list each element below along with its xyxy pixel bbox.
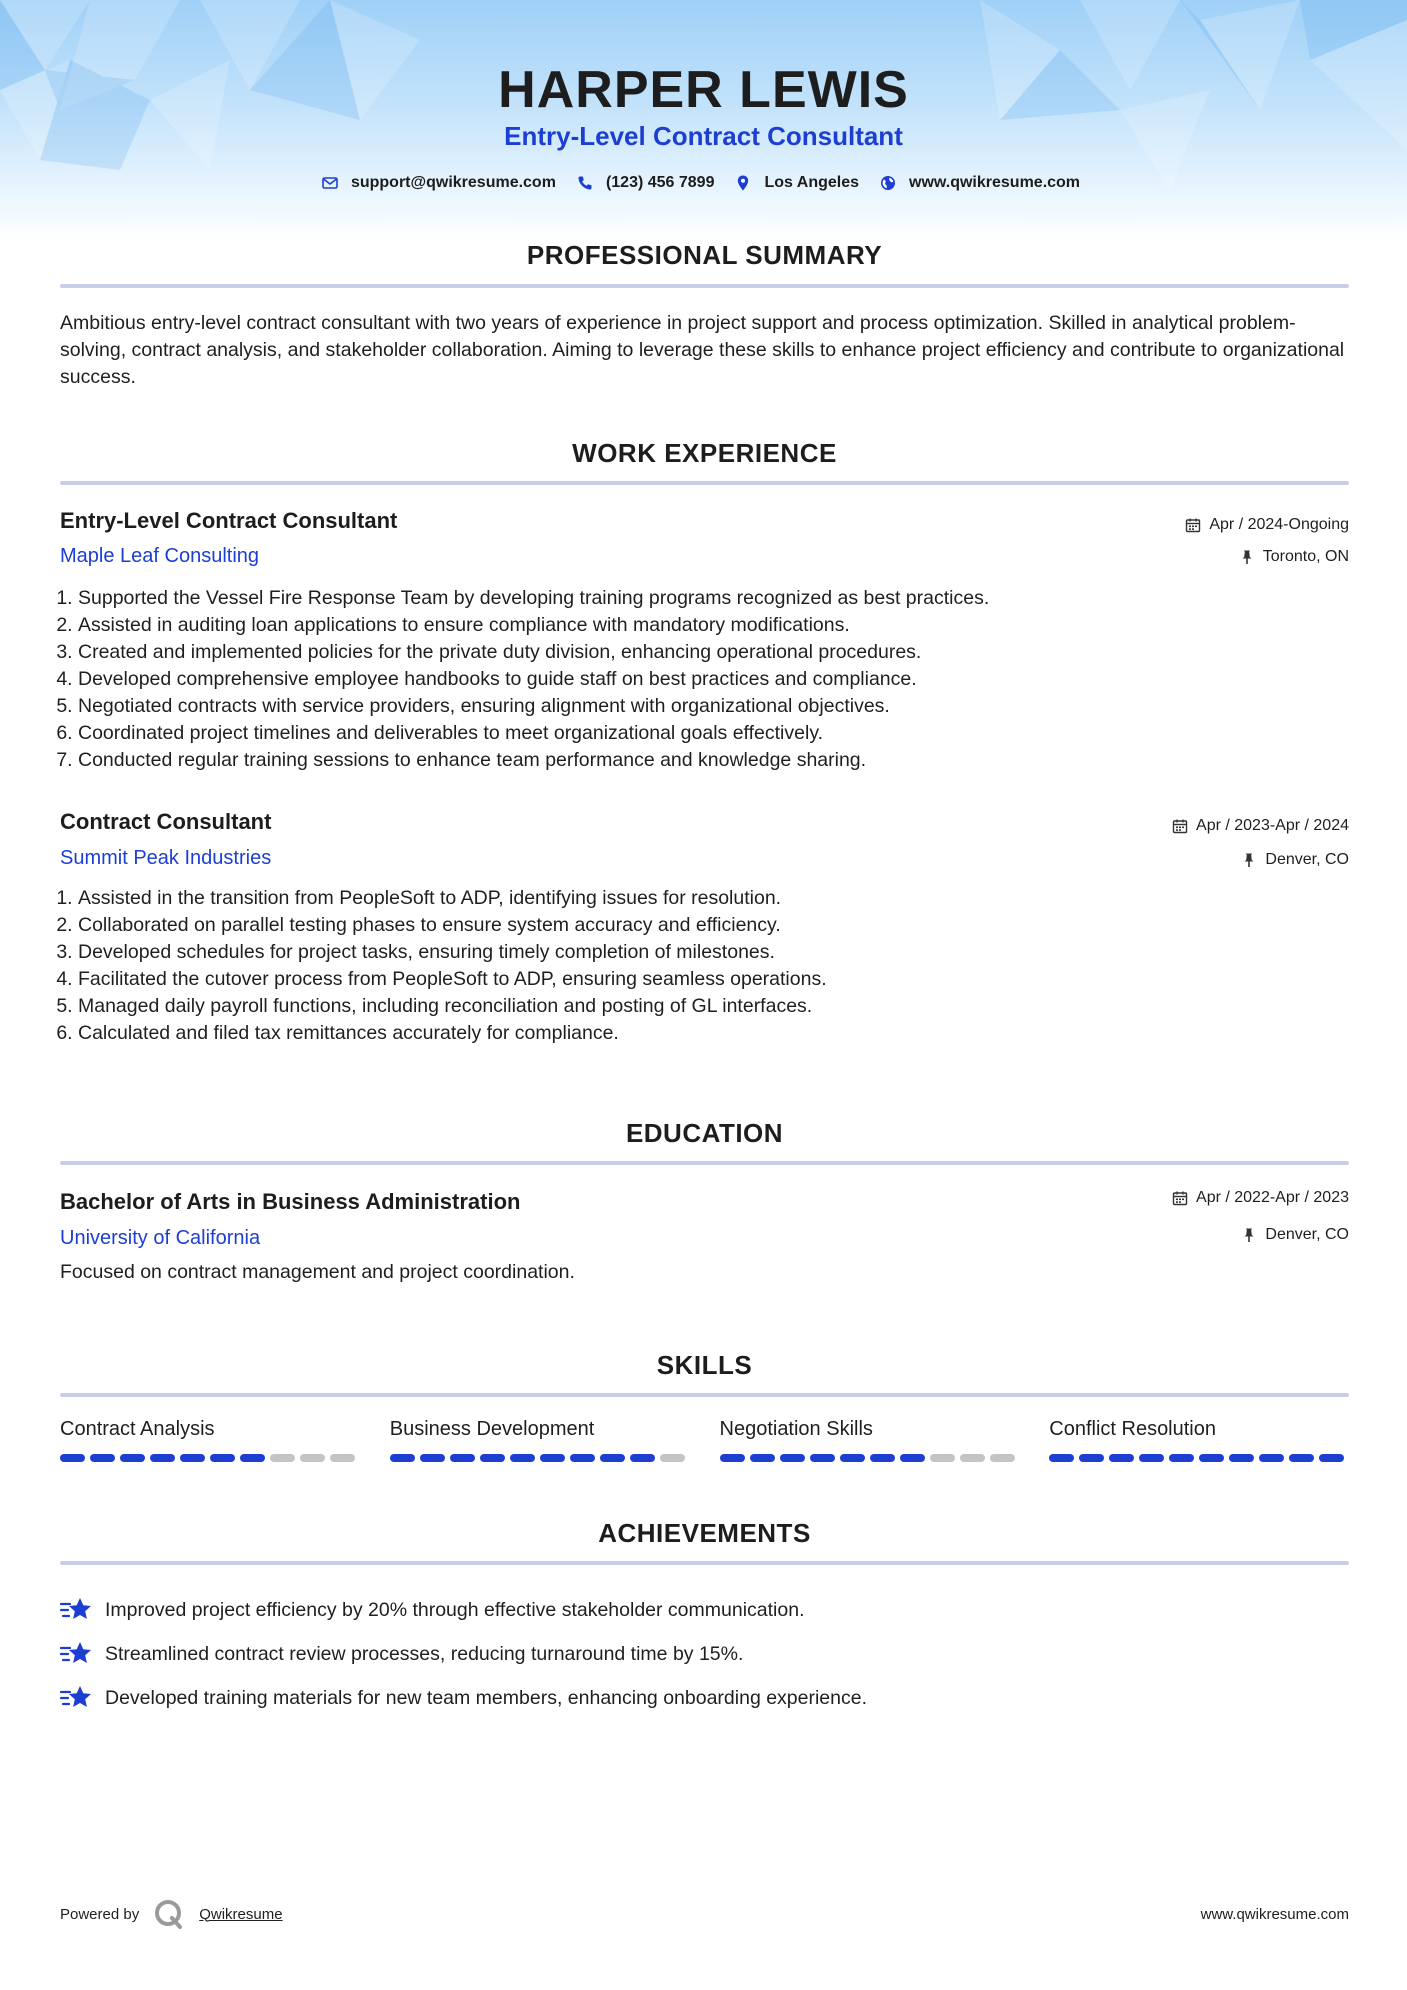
skill-dot-filled (1049, 1454, 1074, 1462)
globe-icon (879, 174, 897, 192)
list-item (60, 1632, 1349, 1676)
skills-grid (60, 1418, 1349, 1462)
education-location (1241, 1226, 1349, 1244)
skill-dot-filled (1319, 1454, 1344, 1462)
qwikresume-link[interactable]: Qwikresume (199, 1905, 283, 1923)
list-item: 3. Developed schedules for project tasks, ensuring timely completion of milestones. (78, 939, 1368, 966)
calendar-icon (1172, 1190, 1188, 1206)
skill-rating (1049, 1454, 1349, 1462)
school-name: University of California (60, 1227, 261, 1249)
summary-heading: PROFESSIONAL SUMMARY (526, 240, 883, 270)
contact-email-text: support@qwikresume.com (350, 174, 556, 191)
job-dates-text-1: Apr / 2024-Ongoing (1209, 516, 1349, 533)
skill-dot-filled (1259, 1454, 1284, 1462)
skill-dot-filled (1139, 1454, 1164, 1462)
skill-item (1049, 1418, 1349, 1462)
star-icon (60, 1684, 92, 1712)
skill-dot-filled (1199, 1454, 1224, 1462)
pushpin-icon (1239, 549, 1255, 565)
skill-dot-filled (510, 1454, 535, 1462)
experience-heading: WORK EXPERIENCE (572, 438, 837, 468)
skill-name: Business Development (389, 1418, 595, 1440)
job-location-text-1: Toronto, ON (1262, 548, 1349, 565)
job-bullets-2 (53, 885, 1368, 1047)
contact-website[interactable] (879, 174, 1080, 192)
achievement-text: Streamlined contract review processes, reducing turnaround time by 15%. (105, 1642, 744, 1665)
list-item: 2. Assisted in auditing loan applications to ensure compliance with mandatory modifications. (78, 612, 1368, 639)
skill-dot-filled (1079, 1454, 1104, 1462)
education-location-text: Denver, CO (1265, 1226, 1349, 1243)
achievements-divider (60, 1561, 1349, 1565)
skill-dot-filled (390, 1454, 415, 1462)
skill-dot-filled (810, 1454, 835, 1462)
skill-dot-filled (1289, 1454, 1314, 1462)
skill-dot-filled (600, 1454, 625, 1462)
star-icon (60, 1596, 92, 1624)
skill-dot-filled (780, 1454, 805, 1462)
skill-dot-filled (210, 1454, 235, 1462)
skill-dot-filled (240, 1454, 265, 1462)
skill-dot-filled (900, 1454, 925, 1462)
job-company-2: Summit Peak Industries (60, 847, 272, 869)
list-item: 4. Developed comprehensive employee handbooks to guide staff on best practices and compliance. (78, 666, 1368, 693)
skill-dot-empty (270, 1454, 295, 1462)
list-item: 1. Assisted in the transition from PeopleSoft to ADP, identifying issues for resolution. (78, 885, 1368, 912)
skill-dot-empty (960, 1454, 985, 1462)
geometric-pattern (0, 0, 1407, 240)
list-item (60, 1676, 1349, 1720)
skill-dot-filled (840, 1454, 865, 1462)
skill-dot-empty (330, 1454, 355, 1462)
list-item (60, 1588, 1349, 1632)
skill-dot-filled (120, 1454, 145, 1462)
skill-dot-filled (1169, 1454, 1194, 1462)
list-item: 1. Supported the Vessel Fire Response Team by developing training programs recognized as best practices. (78, 585, 1368, 612)
job-dates-text-2: Apr / 2023-Apr / 2024 (1196, 817, 1349, 834)
skill-dot-filled (630, 1454, 655, 1462)
skill-item (720, 1418, 1020, 1462)
calendar-icon (1185, 517, 1201, 533)
list-item: 4. Facilitated the cutover process from PeopleSoft to ADP, ensuring seamless operations. (78, 966, 1368, 993)
contact-website-text: www.qwikresume.com (909, 174, 1081, 191)
education-description: Focused on contract management and project coordination. (60, 1261, 575, 1283)
achievement-text: Developed training materials for new team members, enhancing onboarding experience. (105, 1686, 868, 1709)
skill-name: Contract Analysis (60, 1418, 215, 1440)
summary-text: Ambitious entry-level contract consultant with two years of experience in project support and process optimization. Skilled in analytical problem-solving, contract analysis, and stakeholder collaboration. Aiming to leverage these skills to enhance project efficiency and contribute to organizational success. (60, 312, 1345, 388)
job-title-2: Contract Consultant (60, 809, 272, 834)
skill-dot-empty (930, 1454, 955, 1462)
star-icon (60, 1640, 92, 1668)
skill-dot-filled (750, 1454, 775, 1462)
qwikresume-logo-icon (153, 1898, 185, 1930)
education-dates (1172, 1189, 1349, 1207)
skill-dot-filled (540, 1454, 565, 1462)
powered-by-label: Powered by (60, 1905, 140, 1923)
candidate-name: HARPER LEWIS (498, 61, 909, 119)
job-dates-1 (1185, 516, 1349, 534)
header-background (0, 0, 1407, 240)
list-item: 6. Coordinated project timelines and deliverables to meet organizational goals effectively. (78, 720, 1368, 747)
skill-dot-filled (180, 1454, 205, 1462)
summary-divider (60, 284, 1349, 288)
footer-website[interactable]: www.qwikresume.com (1200, 1906, 1349, 1923)
skill-rating (720, 1454, 1020, 1462)
experience-divider (60, 481, 1349, 485)
list-item: 7. Conducted regular training sessions to enhance team performance and knowledge sharing. (78, 747, 1368, 774)
skill-dot-filled (1229, 1454, 1254, 1462)
skill-item (60, 1418, 360, 1462)
achievements-heading: ACHIEVEMENTS (598, 1518, 811, 1548)
skill-rating (60, 1454, 360, 1462)
list-item: 3. Created and implemented policies for the private duty division, enhancing operational procedures. (78, 639, 1368, 666)
achievements-list (60, 1588, 1349, 1720)
skill-dot-filled (570, 1454, 595, 1462)
job-location-1 (1239, 548, 1349, 566)
education-dates-text: Apr / 2022-Apr / 2023 (1196, 1189, 1349, 1206)
skill-name: Conflict Resolution (1049, 1418, 1216, 1440)
skill-dot-filled (450, 1454, 475, 1462)
contact-email[interactable] (321, 174, 556, 192)
job-bullets-1 (53, 585, 1368, 774)
pushpin-icon (1241, 852, 1257, 868)
skill-dot-filled (60, 1454, 85, 1462)
candidate-title: Entry-Level Contract Consultant (504, 121, 903, 151)
list-item: 5. Negotiated contracts with service providers, ensuring alignment with organizational objectives. (78, 693, 1368, 720)
list-item: 5. Managed daily payroll functions, including reconciliation and posting of GL interfaces. (78, 993, 1368, 1020)
location-pin-icon (734, 174, 752, 192)
pushpin-icon (1241, 1227, 1257, 1243)
skill-dot-filled (720, 1454, 745, 1462)
education-heading: EDUCATION (625, 1118, 784, 1148)
skill-dot-filled (480, 1454, 505, 1462)
skills-divider (60, 1393, 1349, 1397)
degree-title: Bachelor of Arts in Business Administration (60, 1189, 521, 1214)
job-location-2 (1241, 851, 1349, 869)
skill-dot-filled (870, 1454, 895, 1462)
contact-phone[interactable] (576, 174, 715, 192)
job-company-1: Maple Leaf Consulting (60, 545, 260, 567)
contact-phone-text: (123) 456 7899 (605, 174, 715, 191)
list-item: 2. Collaborated on parallel testing phases to ensure system accuracy and efficiency. (78, 912, 1368, 939)
skill-dot-filled (90, 1454, 115, 1462)
skill-dot-filled (420, 1454, 445, 1462)
job-location-text-2: Denver, CO (1265, 851, 1349, 868)
job-dates-2 (1172, 817, 1349, 835)
contact-location-text: Los Angeles (764, 174, 860, 191)
skill-dot-filled (1109, 1454, 1134, 1462)
education-divider (60, 1161, 1349, 1165)
calendar-icon (1172, 818, 1188, 834)
phone-icon (576, 174, 594, 192)
skill-dot-empty (660, 1454, 685, 1462)
footer-powered-by (60, 1898, 283, 1930)
skills-heading: SKILLS (656, 1350, 753, 1380)
skill-name: Negotiation Skills (719, 1418, 873, 1440)
skill-dot-filled (150, 1454, 175, 1462)
skill-item (390, 1418, 690, 1462)
list-item: 6. Calculated and filed tax remittances accurately for compliance. (78, 1020, 1368, 1047)
skill-dot-empty (990, 1454, 1015, 1462)
skill-dot-empty (300, 1454, 325, 1462)
achievement-text: Improved project efficiency by 20% through effective stakeholder communication. (105, 1598, 805, 1621)
job-title-1: Entry-Level Contract Consultant (60, 508, 398, 533)
contact-bar (0, 174, 1407, 192)
skill-rating (390, 1454, 690, 1462)
contact-location (734, 174, 859, 192)
envelope-icon (321, 174, 339, 192)
